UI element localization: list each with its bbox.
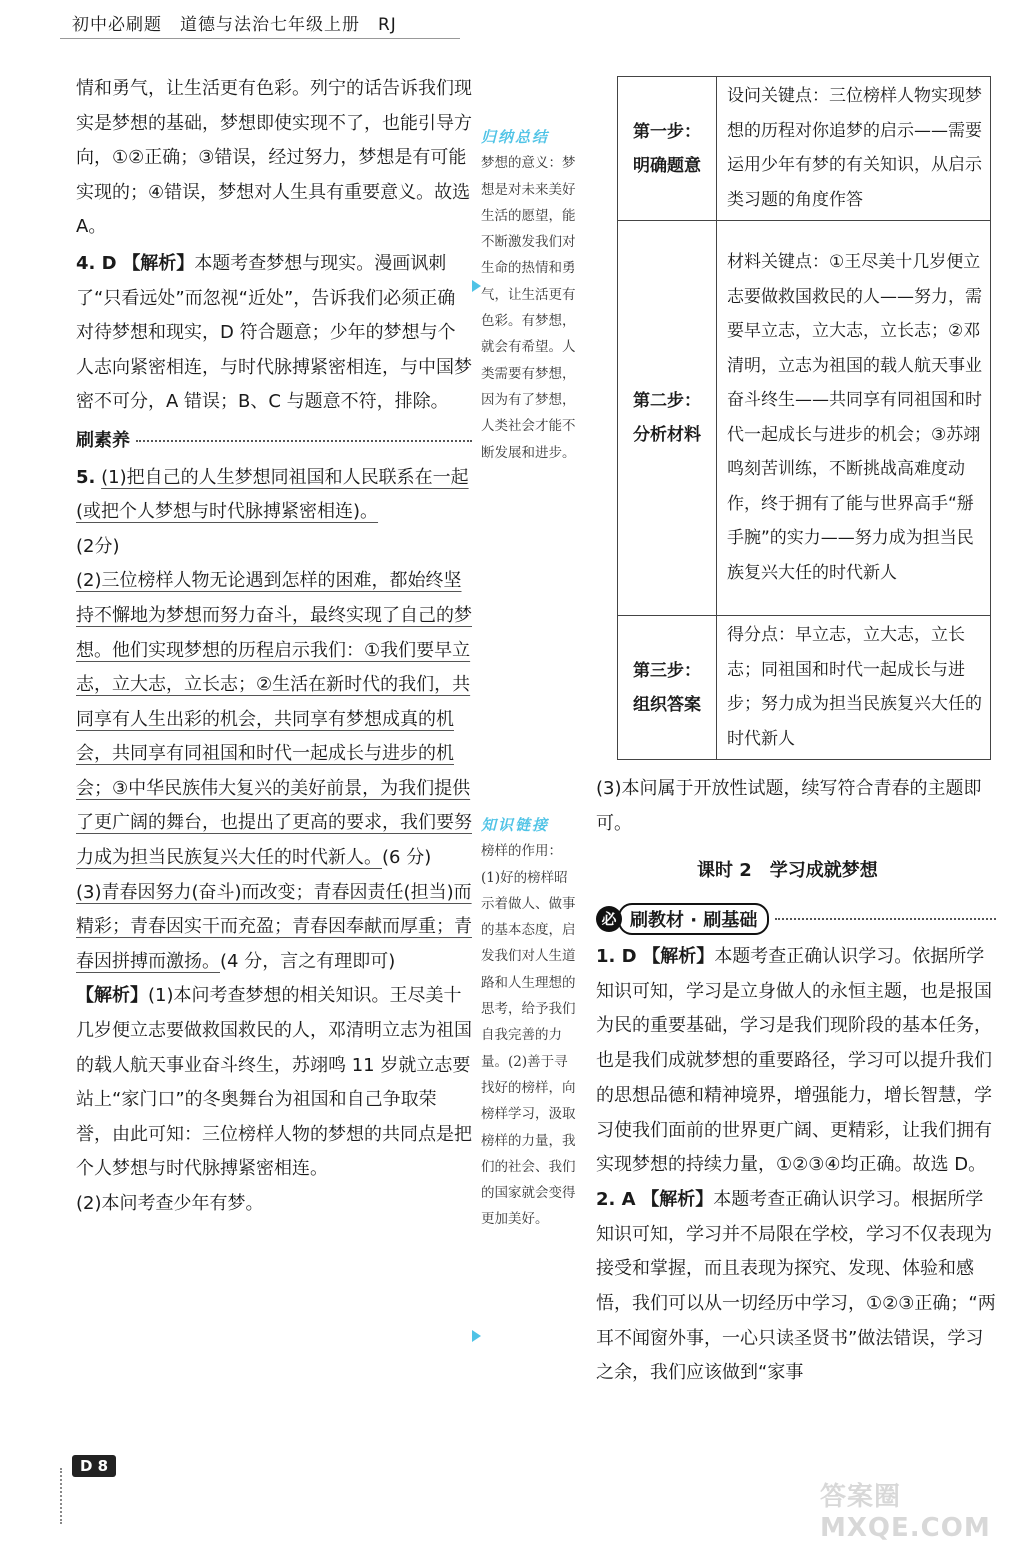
- step-row: [618, 616, 991, 760]
- pointer-arrow-icon: [472, 1330, 481, 1342]
- step-label-line2: 分析材料: [633, 425, 701, 445]
- q4-tag: 【解析】: [122, 252, 195, 274]
- section-banner: [596, 903, 996, 935]
- analysis-tag: 【解析】: [76, 985, 148, 1007]
- side-note-summary-title: 归纳总结: [481, 128, 550, 146]
- r1-text: 本题考查正确认识学习。依据所学知识可知，学习是立身做人的永恒主题，也是报国为民的重要基础，学习是我们现阶段的基本任务，也是我们成就梦想的重要路径，学习可以提升我们的思想品德和精神境界，增强能力，增长智慧，学习使我们面前的世界更广阔、更精彩，让我们拥有实现梦想的持续力量，①②③④均正确。故选 D。: [596, 946, 992, 1176]
- banner-title: 刷教材 · 刷基础: [618, 903, 769, 935]
- answer-steps-table: [617, 76, 991, 760]
- left-column: [76, 72, 472, 1222]
- section-title: 刷素养: [76, 429, 130, 451]
- lesson-title: 课时 2 学习成就梦想: [697, 860, 878, 881]
- step-label: [618, 77, 717, 221]
- step-label: [618, 221, 717, 616]
- side-note-link: [481, 812, 581, 1233]
- analysis-block: [76, 979, 472, 1187]
- step-row: [618, 221, 991, 616]
- step-content: 材料关键点：①王尽美十几岁便立志要做救国救民的人——努力，需要早立志，立大志，立长志；②邓清明，立志为祖国的载人航天事业奋斗终生——共同享有同祖国和时代一起成长与进步的机会；③苏翊鸣刻苦训练，不断挑战高难度动作，终于拥有了能与世界高手“掰手腕”的实力——努力成为担当民族复兴大任的时代新人: [717, 221, 991, 616]
- banner-badge-icon: 必: [596, 906, 622, 932]
- side-note-link-text: 榜样的作用：(1)好的榜样昭示着做人、做事的基本态度，启发我们对人生道路和人生理想的思考，给予我们自我完善的力量。(2)善于寻找好的榜样，向榜样学习，汲取榜样的力量，我们的社会、我们的国家就会变得更加美好。: [481, 843, 576, 1228]
- pointer-arrow-icon: [472, 280, 481, 292]
- q3-continuation: 情和勇气，让生活更有色彩。列宁的话告诉我们现实是梦想的基础，梦想即使实现不了，也能引导方向，①②正确；③错误，经过努力，梦想是有可能实现的；④错误，梦想对人生具有重要意义。故选 A。: [76, 78, 472, 238]
- section-dots: [136, 440, 472, 442]
- r1-number: 1. D: [596, 946, 637, 967]
- step-row: [618, 77, 991, 221]
- header-divider: [60, 38, 460, 39]
- q5-part3-block: [76, 876, 472, 980]
- q4-number: 4. D: [76, 252, 117, 274]
- q5-part2-block: [76, 564, 472, 875]
- q5-part2-score: (6 分): [382, 847, 432, 869]
- page-header: 初中必刷题 道德与法治七年级上册 RJ: [72, 15, 397, 35]
- q5-part3-score: (4 分，言之有理即可): [220, 950, 396, 972]
- step-label: [618, 616, 717, 760]
- step-label-line1: 第一步：: [633, 121, 701, 142]
- side-note-summary-text: 梦想的意义：梦想是对未来美好生活的愿望，能不断激发我们对生命的热情和勇气，让生活更有色彩。有梦想，就会有希望。人类需要有梦想，因为有了梦想，人类社会才能不断发展和进步。: [481, 155, 576, 461]
- q5-part1: (1)把自己的人生梦想同祖国和人民联系在一起(或把个人梦想与时代脉搏紧密相连)。: [76, 466, 469, 523]
- q5-number: 5.: [76, 466, 96, 488]
- q5-part2: (2)三位榜样人物无论遇到怎样的困难，都始终坚持不懈地为梦想而努力奋斗，最终实现了自己的梦想。他们实现梦想的历程启示我们：①我们要早立志，立大志，立长志；②生活在新时代的我们，共同享有人生出彩的机会，共同享有梦想成真的机会，共同享有同祖国和时代一起成长与进步的机会；③中华民族伟大复兴的美好前景，为我们提供了更广阔的舞台，也提出了更高的要求，我们要努力成为担当民族复兴大任的时代新人。: [76, 570, 472, 869]
- q3-note: (3)本问属于开放性试题，续写符合青春的主题即可。: [596, 778, 982, 834]
- r1-tag: 【解析】: [642, 946, 715, 967]
- q5-part3: (3)青春因努力(奋斗)而改变；青春因责任(担当)而精彩；青春因实干而充盈；青春因奉献而厚重；青春因拼搏而激扬。: [76, 881, 472, 972]
- watermark: 答案圈 MXQE.COM: [820, 1482, 991, 1543]
- step-label-line2: 明确题意: [633, 155, 701, 176]
- r2-text: 本题考查正确认识学习。根据所学知识可知，学习并不局限在学校，学习不仅表现为接受和掌握，而且表现为探究、发现、体验和感悟，我们可以从一切经历中学习，①②③正确；“两耳不闻窗外事，一心只读圣贤书”做法错误，学习之余，我们应该做到“家事: [596, 1188, 996, 1384]
- section-heading: [76, 424, 472, 459]
- q4-text: 本题考查梦想与现实。漫画讽刺了“只看远处”而忽视“近处”，告诉我们必须正确对待梦想和现实，D 符合题意；少年的梦想与个人志向紧密相连，与时代脉搏紧密相连，与中国梦密不可分，A 错误；B、C 与题意不符，排除。: [76, 252, 472, 413]
- q5-answer: [76, 461, 472, 565]
- banner-dots: [775, 918, 996, 920]
- right-answers: [596, 940, 996, 1391]
- side-note-summary: [481, 124, 581, 466]
- r1-answer: [596, 940, 996, 1183]
- step-label-line1: 第二步：: [633, 391, 701, 411]
- r2-number: 2. A: [596, 1188, 636, 1210]
- analysis-part1: (1)本问考查梦想的相关知识。王尽美十几岁便立志要做救国救民的人，邓清明立志为祖国的载人航天事业奋斗终生，苏翊鸣 11 岁就立志要站上“家门口”的冬奥舞台为祖国和自己争取荣誉，由此可知：三位榜样人物的梦想的共同点是把个人梦想与时代脉搏紧密相连。: [76, 985, 472, 1180]
- side-note-link-title: 知识链接: [481, 816, 550, 834]
- margin-dots: [60, 1468, 63, 1524]
- q4-answer: [76, 247, 472, 420]
- analysis-part2: (2)本问考查少年有梦。: [76, 1193, 264, 1214]
- step-content: 得分点：早立志，立大志，立长志；同祖国和时代一起成长与进步；努力成为担当民族复兴大任的时代新人: [717, 616, 991, 760]
- step-content: 设问关键点：三位榜样人物实现梦想的历程对你追梦的启示——需要运用少年有梦的有关知识，从启示类习题的角度作答: [717, 77, 991, 221]
- step-label-line2: 组织答案: [633, 694, 701, 715]
- r2-answer: [596, 1183, 996, 1391]
- r2-tag: 【解析】: [641, 1188, 714, 1210]
- q5-part1-score: (2分): [76, 535, 120, 557]
- step-label-line1: 第三步：: [633, 660, 701, 681]
- page-number: D 8: [72, 1455, 116, 1477]
